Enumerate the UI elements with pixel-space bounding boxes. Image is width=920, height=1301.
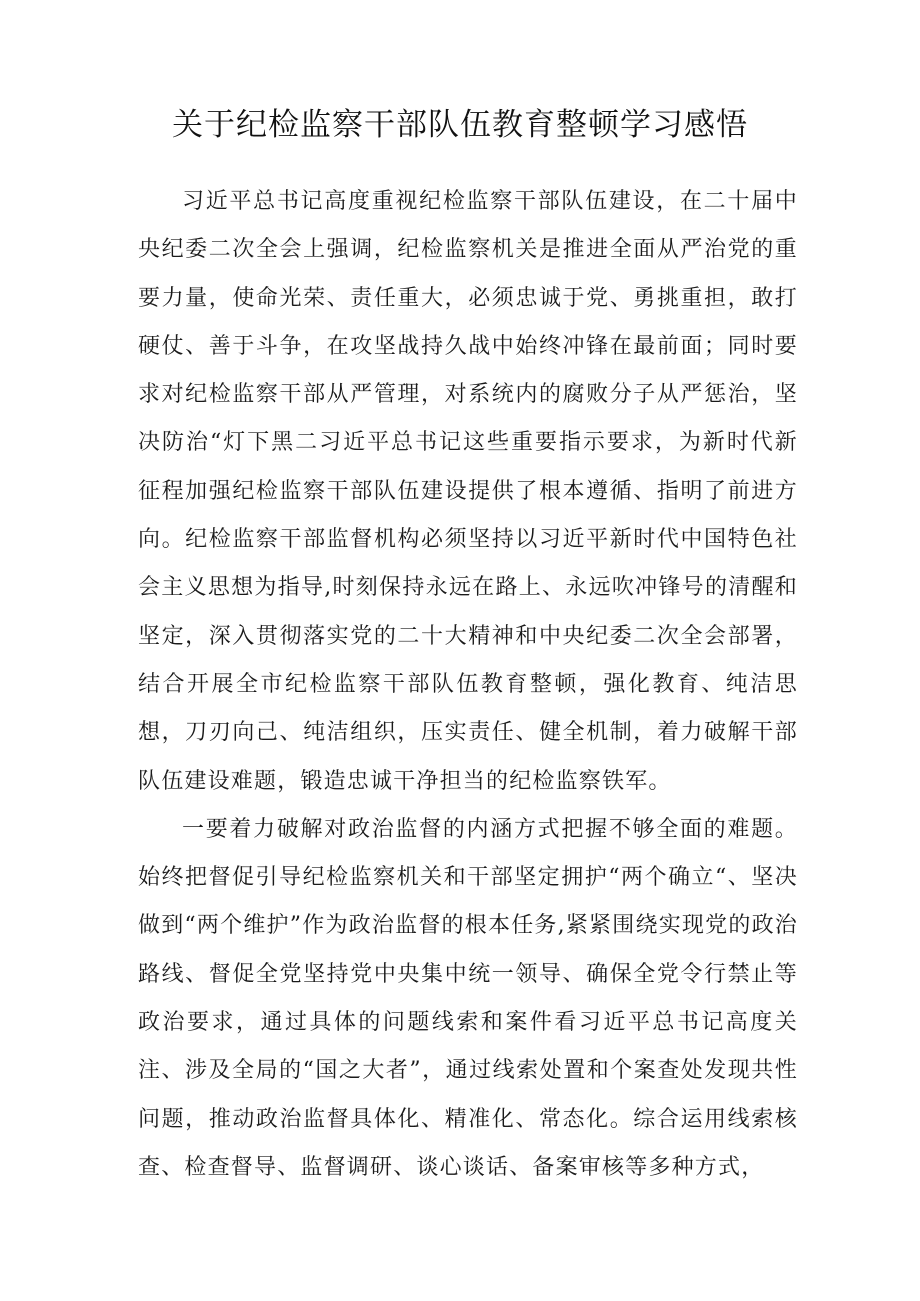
paragraph-2: 一要着力破解对政治监督的内涵方式把握不够全面的难题。始终把督促引导纪检监察机关和干部坚定拥护“两个确立“、坚决做到“两个维护”作为政治监督的根本任务,紧紧围绕实现党的政治路线、督促全党坚持党中央集中统一领导、确保全党令行禁止等政治要求，通过具体的问题线索和案件看习近平总书记高度关注、涉及全局的“国之大者”，通过线索处置和个案查处发现共性问题，推动政治监督具体化、精准化、常态化。综合运用线索核查、检查督导、监督调研、谈心谈话、备案审核等多种方式， bbox=[138, 816, 798, 1180]
paragraph-1: 习近平总书记高度重视纪检监察干部队伍建设，在二十届中央纪委二次全会上强调，纪检监察机关是推进全面从严治党的重要力量，使命光荣、责任重大，必须忠诚于党、勇挑重担，敢打硬仗、善于斗争，在攻坚战持久战中始终冲锋在最前面；同时要求对纪检监察干部从严管理，对系统内的腐败分子从严惩治，坚决防治“灯下黑二习近平总书记这些重要指示要求，为新时代新征程加强纪检监察干部队伍建设提供了根本遵循、指明了前进方向。纪检监察干部监督机构必须坚持以习近平新时代中国特色社会主义思想为指导,时刻保持永远在路上、永远吹冲锋号的清醒和坚定，深入贯彻落实党的二十大精神和中央纪委二次全会部署，结合开展全市纪检监察干部队伍教育整顿，强化教育、纯洁思想，刀刃向己、纯洁组织，压实责任、健全机制，着力破解干部队伍建设难题，锻造忠诚干净担当的纪检监察铁军。 bbox=[138, 189, 798, 794]
document-body bbox=[138, 178, 798, 1192]
document-title: 关于纪检监察干部队伍教育整顿学习感悟 bbox=[172, 107, 748, 143]
